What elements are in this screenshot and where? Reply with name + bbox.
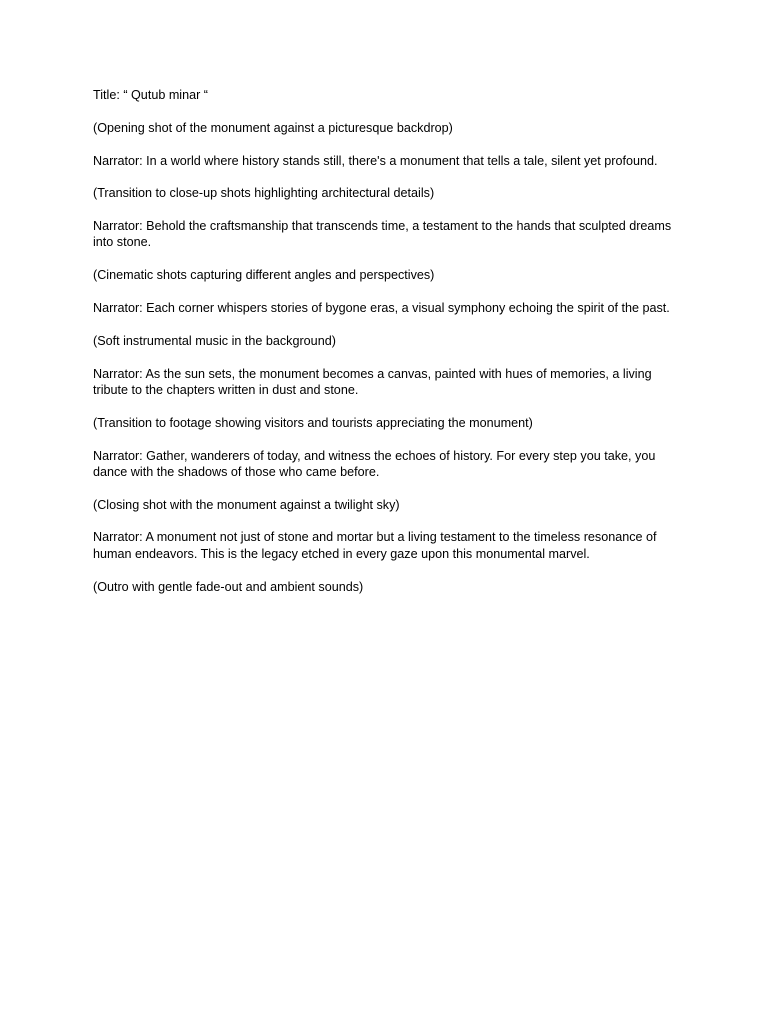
stage-direction: (Soft instrumental music in the background) <box>93 333 336 348</box>
stage-direction: (Transition to close-up shots highlighting architectural details) <box>93 186 435 201</box>
narrator-line: Narrator: Behold the craftsmanship that transcends time, a testament to the hands that sculpted dreams into stone. <box>93 219 672 250</box>
stage-direction: (Closing shot with the monument against a twilight sky) <box>93 497 400 512</box>
stage-direction: (Transition to footage showing visitors and tourists appreciating the monument) <box>93 415 533 430</box>
stage-direction: (Opening shot of the monument against a picturesque backdrop) <box>93 120 453 135</box>
stage-direction: (Outro with gentle fade-out and ambient sounds) <box>93 579 364 594</box>
stage-direction: (Cinematic shots capturing different angles and perspectives) <box>93 268 435 283</box>
document-title: Title: “ Qutub minar “ <box>93 88 209 102</box>
narrator-line: Narrator: A monument not just of stone and mortar but a living testament to the timeless resonance of human endeavors. This is the legacy etched in every gaze upon this monumental marvel. <box>93 530 657 561</box>
narrator-line: Narrator: As the sun sets, the monument becomes a canvas, painted with hues of memories, a living tribute to the chapters written in dust and stone. <box>93 366 652 397</box>
narrator-line: Narrator: Gather, wanderers of today, and witness the echoes of history. For every step you take, you dance with the shadows of those who came before. <box>93 448 656 479</box>
narrator-line: Narrator: In a world where history stands still, there's a monument that tells a tale, silent yet profound. <box>93 153 658 168</box>
document-body <box>93 87 683 611</box>
narrator-line: Narrator: Each corner whispers stories of bygone eras, a visual symphony echoing the spirit of the past. <box>93 301 670 316</box>
